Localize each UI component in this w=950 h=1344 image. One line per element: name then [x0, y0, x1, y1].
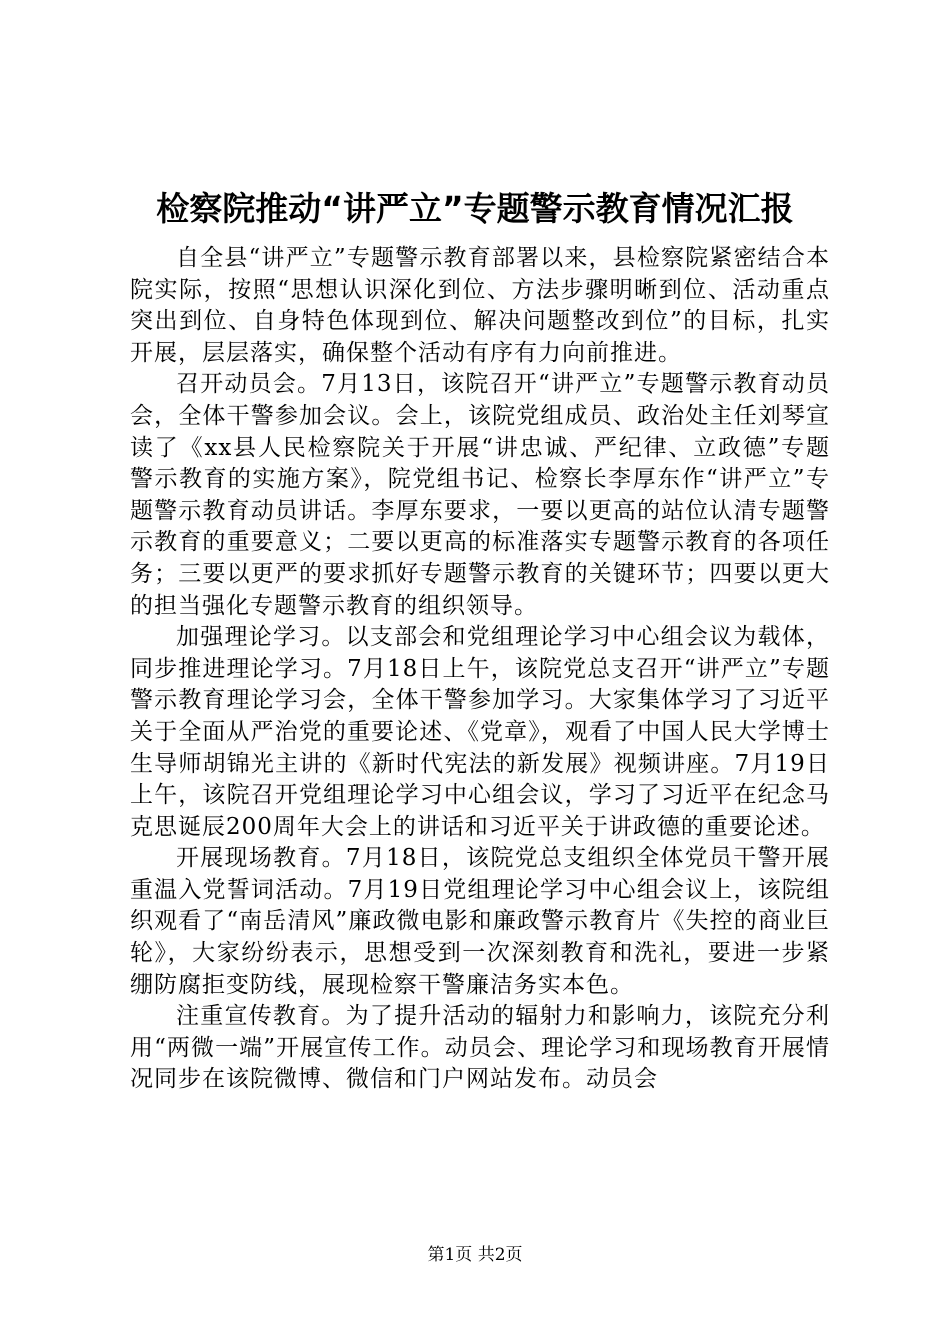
paragraph-publicity: 注重宣传教育。为了提升活动的辐射力和影响力，该院充分利用“两微一端”开展宣传工作。动员会、理论学习和现场教育开展情况同步在该院微博、微信和门户网站发布。动员会 [130, 1003, 830, 1093]
page-number: 第1页 共2页 [427, 1245, 523, 1265]
document-title: 检察院推动“讲严立”专题警示教育情况汇报 [156, 189, 794, 228]
paragraph-onsite-education: 开展现场教育。7月18日，该院党总支组织全体党员干警开展重温入党誓词活动。7月19日党组理论学习中心组会议上，该院组织观看了“南岳清风”廉政微电影和廉政警示教育片《失控的商业巨轮》，大家纷纷表示，思想受到一次深刻教育和洗礼，要进一步紧绷防腐拒变防线，展现检察干警廉洁务实本色。 [130, 845, 830, 998]
paragraph-mobilization-meeting: 召开动员会。7月13日，该院召开“讲严立”专题警示教育动员会，全体干警参加会议。会上，该院党组成员、政治处主任刘琴宣读了《xx县人民检察院关于开展“讲忠诚、严纪律、立政德”专题警示教育的实施方案》，院党组书记、检察长李厚东作“讲严立”专题警示教育动员讲话。李厚东要求，一要以更高的站位认清专题警示教育的重要意义；二要以更高的标准落实专题警示教育的各项任务；三要以更严的要求抓好专题警示教育的关键环节；四要以更大的担当强化专题警示教育的组织领导。 [130, 371, 830, 619]
paragraph-intro: 自全县“讲严立”专题警示教育部署以来，县检察院紧密结合本院实际，按照“思想认识深化到位、方法步骤明晰到位、活动重点突出到位、自身特色体现到位、解决问题整改到位”的目标，扎实开展，层层落实，确保整个活动有序有力向前推进。 [130, 245, 830, 366]
paragraph-theory-study: 加强理论学习。以支部会和党组理论学习中心组会议为载体，同步推进理论学习。7月18日上午，该院党总支召开“讲严立”专题警示教育理论学习会，全体干警参加学习。大家集体学习了习近平关于全面从严治党的重要论述、《党章》，观看了中国人民大学博士生导师胡锦光主讲的《新时代宪法的新发展》视频讲座。7月19日上午，该院召开党组理论学习中心组会议，学习了习近平在纪念马克思诞辰200周年大会上的讲话和习近平关于讲政德的重要论述。 [130, 624, 830, 840]
document-body [130, 243, 830, 1096]
